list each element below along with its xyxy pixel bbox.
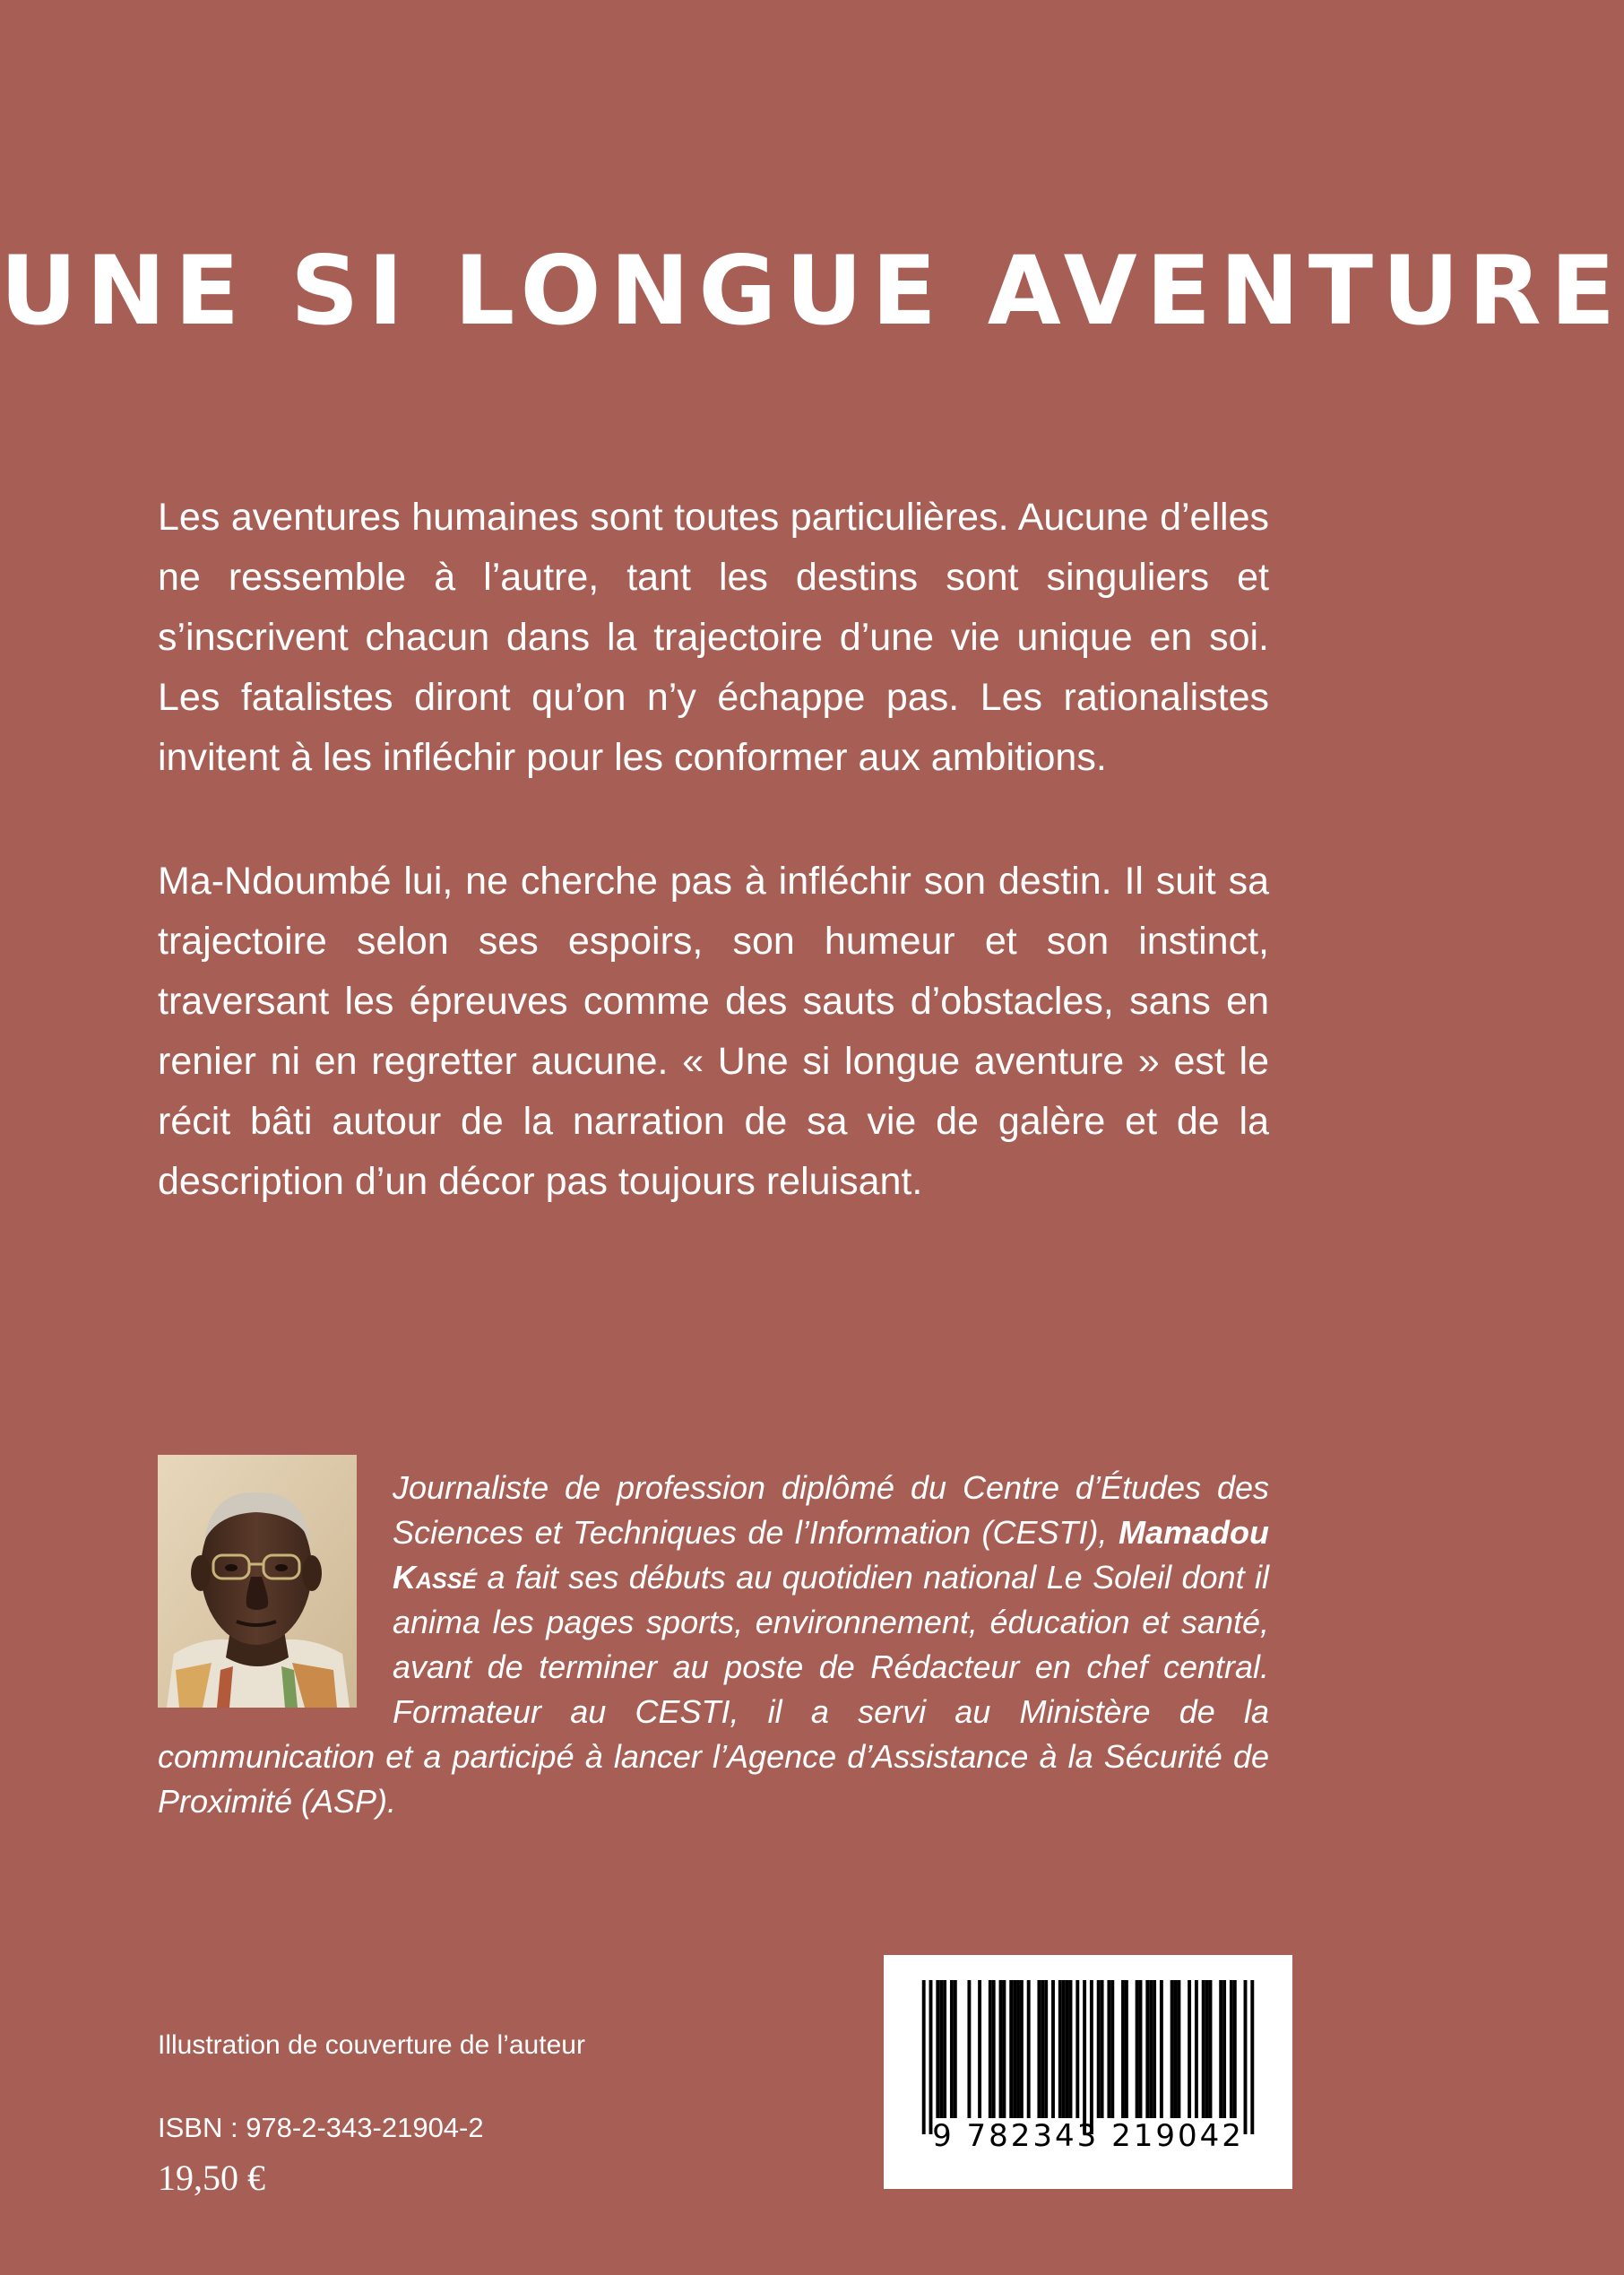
bio-text-end: a fait ses débuts au quotidien national Le Soleil dont il anima les pages sports, environnement, éducation et santé, avant de terminer au poste de Rédacteur en chef central. Formateur au CESTI, il a servi au Ministère de la communication et a participé à lancer l’Agence d’Assistance à la Sécurité de Proximité (ASP). [158, 1559, 1269, 1820]
barcode-bar [954, 1980, 957, 2118]
barcode-bar [939, 1980, 943, 2118]
barcode-bar [1058, 1980, 1062, 2118]
barcode-bar [922, 1980, 926, 2134]
barcode-bar [1027, 1980, 1031, 2118]
barcode-bar [1075, 1980, 1079, 2118]
barcode-bar [1125, 1980, 1128, 2118]
barcode-digits: 9 782343 219042 [932, 2118, 1244, 2154]
barcode-bar [1160, 1980, 1163, 2118]
author-last-name: Kassé [393, 1559, 478, 1596]
barcode-bar [978, 1980, 981, 2118]
barcode-bar [1209, 1980, 1213, 2118]
barcode [884, 1955, 1292, 2189]
barcode-bar [1013, 1980, 1016, 2118]
photo-spacer [158, 1466, 393, 1715]
barcode-bar [967, 1980, 971, 2118]
barcode-bar [1121, 1980, 1125, 2118]
barcode-bar [1170, 1980, 1174, 2118]
barcode-bar [1244, 1980, 1248, 2134]
barcode-bar [1205, 1980, 1209, 2118]
barcode-bar [1177, 1980, 1180, 2118]
barcode-bar [943, 1980, 946, 2118]
barcode-bar [1101, 1980, 1104, 2118]
barcode-bar [1066, 1980, 1069, 2118]
barcode-bar [1051, 1980, 1055, 2118]
barcode-bar [1188, 1980, 1191, 2118]
barcode-bar [999, 1980, 1003, 2118]
barcode-bar [936, 1980, 939, 2118]
barcode-bar [1222, 1980, 1226, 2118]
barcode-bar [1250, 1980, 1254, 2134]
book-title: UNE SI LONGUE AVENTURE [0, 236, 1624, 346]
barcode-bar [1069, 1980, 1073, 2118]
barcode-bar [1009, 1980, 1013, 2118]
barcode-bar [1062, 1980, 1066, 2118]
barcode-bar [1037, 1980, 1041, 2118]
blurb-paragraph-2: Ma-Ndoumbé lui, ne cherche pas à infléchir son destin. Il suit sa trajectoire selon ses espoirs, son humeur et son instinct, traversant les épreuves comme des sauts d’obstacles, sans en renier ni en regretter aucune. « Une si longue aventure » est le récit bâti autour de la narration de sa vie de galère et de la description d’un décor pas toujours reluisant. [158, 860, 1269, 1203]
barcode-bar [1002, 1980, 1006, 2118]
barcode-bar [1136, 1980, 1139, 2118]
barcode-bar [1153, 1980, 1156, 2118]
barcode-bar [1202, 1980, 1205, 2118]
author-first-name: Mamadou [1118, 1514, 1269, 1551]
barcode-bar [1195, 1980, 1198, 2118]
barcode-bar [992, 1980, 996, 2118]
barcode-bar [1145, 1980, 1149, 2118]
blurb-paragraph-1: Les aventures humaines sont toutes particulières. Aucune d’elles ne ressemble à l’autre, tant les destins sont singuliers et s’inscrivent chacun dans la trajectoire d’une vie unique en soi. Les fatalistes diront qu’on n’y échappe pas. Les rationalistes invitent à les infléchir pour les conformer aux ambitions. [158, 496, 1269, 779]
barcode-bar [1219, 1980, 1222, 2118]
author-bio [158, 1466, 1269, 1824]
barcode-bar [1090, 1980, 1093, 2134]
barcode-bar [1044, 1980, 1048, 2118]
barcode-bar [1233, 1980, 1237, 2118]
barcode-bar [1097, 1980, 1101, 2118]
barcode-bar [1110, 1980, 1114, 2118]
barcode-bar [1083, 1980, 1086, 2134]
price: 19,50 € [158, 2158, 265, 2198]
barcode-bar [989, 1980, 992, 2118]
bio-text-start: Journaliste de profession diplômé du Centre d’Études des Sciences et Techniques de l’Information (CESTI), [393, 1469, 1269, 1551]
barcode-bar [1107, 1980, 1110, 2118]
barcode-bar [1230, 1980, 1233, 2118]
barcode-bar [1149, 1980, 1153, 2118]
barcode-bar [1016, 1980, 1020, 2118]
barcode-bar [929, 1980, 933, 2134]
isbn: ISBN : 978-2-343-21904-2 [158, 2112, 484, 2143]
illustration-credit: Illustration de couverture de l’auteur [158, 2030, 585, 2060]
barcode-bar [1041, 1980, 1044, 2118]
barcode-bar [1139, 1980, 1143, 2118]
barcode-bar [1174, 1980, 1178, 2118]
barcode-bar [1020, 1980, 1024, 2118]
barcode-bar [950, 1980, 954, 2118]
